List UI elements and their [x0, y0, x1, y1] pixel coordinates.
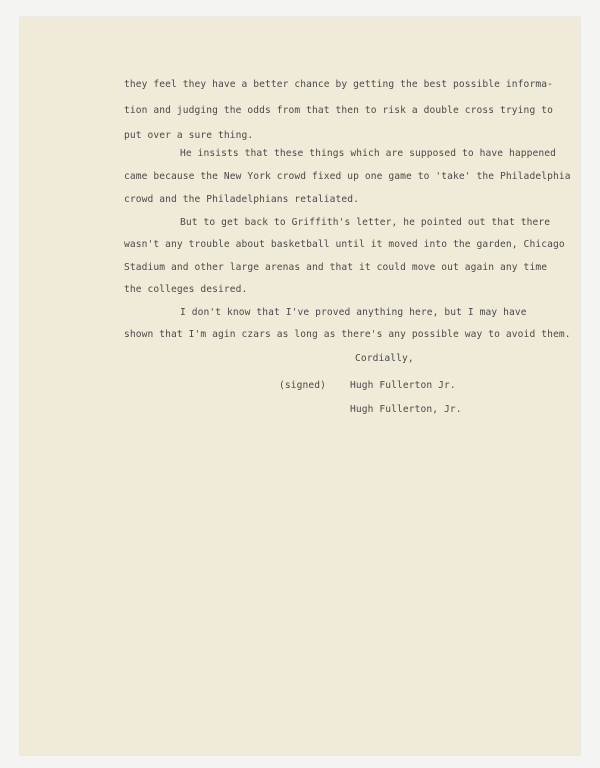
- body-line: they feel they have a better chance by getting the best possible informa-: [124, 79, 553, 90]
- letter-page: [20, 17, 580, 755]
- body-line: But to get back to Griffith's letter, he pointed out that there: [180, 217, 551, 228]
- body-line: I don't know that I've proved anything here, but I may have: [180, 307, 527, 318]
- body-line: the colleges desired.: [124, 284, 248, 295]
- signature: Hugh Fullerton Jr.: [350, 380, 456, 391]
- body-line: came because the New York crowd fixed up one game to 'take' the Philadelphia: [124, 171, 571, 182]
- body-line: Stadium and other large arenas and that it could move out again any time: [124, 262, 548, 273]
- typed-name: Hugh Fullerton, Jr.: [350, 404, 462, 415]
- signed-label: (signed): [279, 380, 327, 391]
- closing: Cordially,: [355, 353, 414, 364]
- body-line: shown that I'm agin czars as long as there's any possible way to avoid them.: [124, 329, 571, 340]
- body-line: He insists that these things which are supposed to have happened: [180, 148, 557, 159]
- body-line: wasn't any trouble about basketball until it moved into the garden, Chicago: [124, 239, 565, 250]
- body-line: tion and judging the odds from that then to risk a double cross trying to: [124, 105, 553, 116]
- body-line: crowd and the Philadelphians retaliated.: [124, 194, 360, 205]
- body-line: put over a sure thing.: [124, 130, 254, 141]
